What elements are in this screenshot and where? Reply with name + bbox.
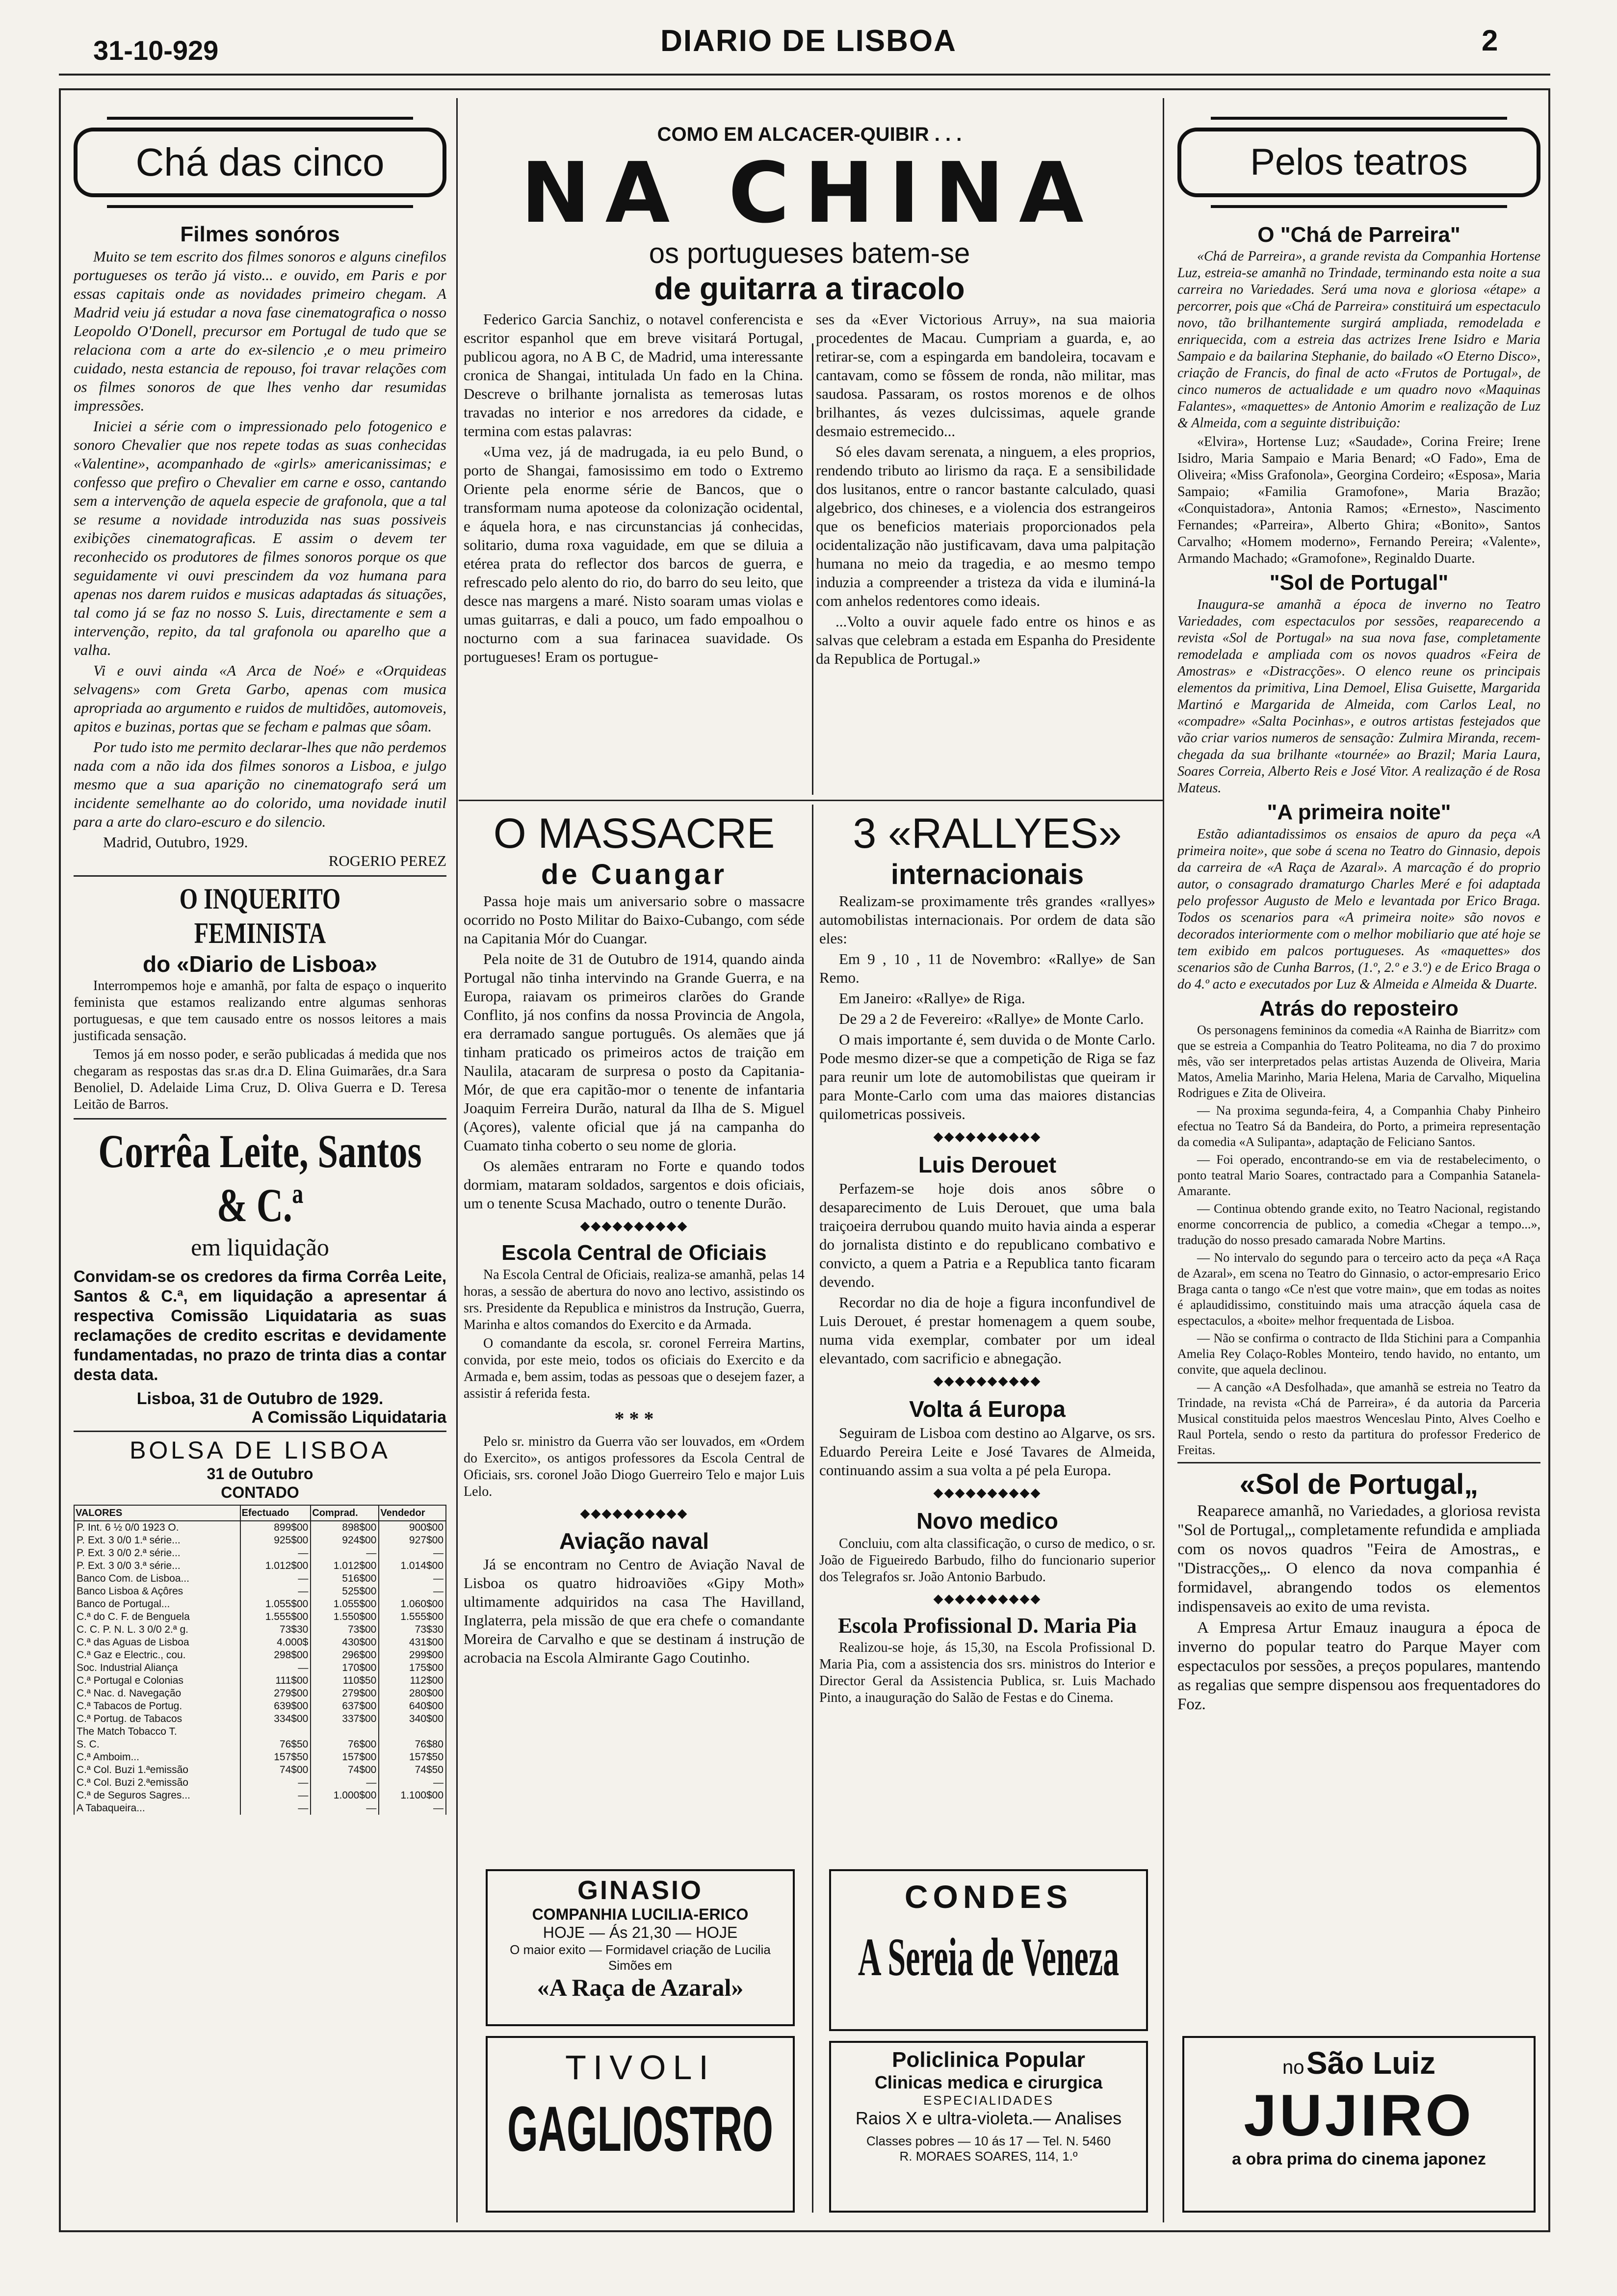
bolsa-row (74, 1598, 446, 1611)
article-paragraph: — Não se confirma o contracto de Ilda Stichini para a Companhia Amelia Rey Colaço-Robles Monteiro, tendo havido, no entanto, um convite, que aquela declinou. (1177, 1331, 1540, 1377)
primeira-noite-headline: "A primeira noite" (1267, 800, 1451, 824)
bolsa-cell: 925$00 (240, 1534, 311, 1547)
policlinica-ad (829, 2041, 1148, 2213)
china-columns (464, 310, 1155, 670)
article-paragraph: Perfazem-se hoje dois anos sôbre o desaparecimento de Luis Derouet, que uma bala traiçoeira derrubou quando muito havia ainda a esperar do jornalista distinto e do republicano combativo e convicto, a quem a Patria e a Republica tanto ficaram devendo. (819, 1180, 1155, 1290)
pelos-teatros-logo: Pelos teatros (1177, 128, 1540, 197)
bolsa-cell: 1.555$00 (240, 1611, 311, 1623)
bolsa-cell: 74$00 (311, 1764, 379, 1776)
article-paragraph: Concluiu, com alta classificação, o curso de medico, o sr. João de Figueiredo Barbudo, filho do funcionario superior dos Telegrafos sr. João Antonio Barbudo. (819, 1536, 1155, 1585)
header-date: 31-10-929 (93, 35, 219, 66)
bolsa-cell: P. Int. 6 ½ 0/0 1923 O. (74, 1521, 240, 1534)
bolsa-cell: 900$00 (379, 1521, 446, 1534)
bolsa-cell: A Tabaqueira... (74, 1802, 240, 1815)
ginasio-title: «A Raça de Azaral» (537, 1974, 744, 2001)
bolsa-cell: 334$00 (240, 1713, 311, 1725)
bolsa-cell: 296$00 (311, 1649, 379, 1662)
bolsa-cell: 110$50 (311, 1674, 379, 1687)
bolsa-row (74, 1674, 446, 1687)
bolsa-cell (311, 1725, 379, 1738)
bolsa-cell: 1.012$00 (311, 1560, 379, 1572)
cha-parreira-headline: O "Chá de Parreira" (1257, 223, 1461, 247)
correa-leite-notice: Convidam-se os credores da firma Corrêa Leite, Santos & C.ª, em liquidação a apresentar á respectiva Comissão Liquidataria as suas reclamações de credito escritas e devidamente fundamentadas, no prazo de trinta dias a contar desta data. (74, 1267, 446, 1383)
bolsa-cell: — (379, 1547, 446, 1560)
bolsa-cell: 157$50 (240, 1751, 311, 1764)
article-paragraph: Já se encontram no Centro de Aviação Naval de Lisboa os quatro hidroaviões «Gipy Moth» ultimamente adquiridos na casa The Havilland, Inglaterra, pela missão de que era chefe o comandante Moreira de Carvalho e que se destinam á instrução de acrobacia na Escola Almirante Gago Coutinho. (464, 1556, 805, 1666)
bolsa-cell: 637$00 (311, 1700, 379, 1713)
bolsa-row (74, 1802, 446, 1815)
article-paragraph: Recordar no dia de hoje a figura inconfundivel de Luis Derouet, é prestar homenagem a quem soube, numa vida exemplar, combater por um ideal elevantado, com sacrificio e abnegação. (819, 1294, 1155, 1367)
article-paragraph: Passa hoje mais um aniversario sobre o massacre ocorrido no Posto Militar do Baixo-Cubango, com séde na Capitania Mór do Cuangar. (464, 892, 805, 947)
article-paragraph: Realizou-se hoje, ás 15,30, na Escola Profissional D. Maria Pia, com a assistencia dos srs. ministros do Interior e Director Geral da Assistencia Publica, sr. Luis Machado Pinto, a inauguração do Salão de Festas e do Cinema. (819, 1640, 1155, 1705)
bolsa-cell: — (240, 1585, 311, 1598)
condes-ad (829, 1869, 1148, 2031)
bolsa-cell: C.ª Amboim... (74, 1751, 240, 1764)
bolsa-cell: — (311, 1547, 379, 1560)
bolsa-cell: 111$00 (240, 1674, 311, 1687)
bolsa-cell: 76$50 (240, 1738, 311, 1751)
right-column (1177, 113, 1540, 1716)
bolsa-cell: 340$00 (379, 1713, 446, 1725)
bolsa-cell: C.ª Gaz e Electric., cou. (74, 1649, 240, 1662)
bolsa-cell: — (240, 1789, 311, 1802)
condes-title: A Sereia de Veneza (858, 1927, 1120, 1987)
inquerito-article (74, 978, 446, 1113)
rallyes-subheadline: internacionais (890, 859, 1084, 890)
bolsa-cell: 927$00 (379, 1534, 446, 1547)
bolsa-row (74, 1738, 446, 1751)
bolsa-row (74, 1687, 446, 1700)
china-column-left (464, 310, 803, 670)
bolsa-cell: C.ª de Seguros Sagres... (74, 1789, 240, 1802)
bolsa-title: BOLSA DE LISBOA (130, 1436, 391, 1464)
bolsa-cell: — (379, 1572, 446, 1585)
bolsa-cell: — (379, 1802, 446, 1815)
article-paragraph: O mais importante é, sem duvida o de Monte Carlo. Pode mesmo dizer-se que a competição de Riga se faz para reunir um lote de automobilistas que queiram ir para Monte-Carlo com uma das maiores distancias quilometricas possiveis. (819, 1031, 1155, 1122)
bolsa-cell: 175$00 (379, 1662, 446, 1674)
bolsa-cell: — (240, 1547, 311, 1560)
article-paragraph: Em 9 , 10 , 11 de Novembro: «Rallye» de San Remo. (819, 950, 1155, 986)
correa-leite-subtitle: em liquidação (191, 1233, 329, 1261)
bolsa-row (74, 1789, 446, 1802)
derouet-headline: Luis Derouet (918, 1152, 1057, 1177)
bolsa-row (74, 1713, 446, 1725)
bolsa-cell: 279$00 (311, 1687, 379, 1700)
bolsa-cell: 73$30 (379, 1623, 446, 1636)
tivoli-title: GAGLIOSTRO (507, 2093, 773, 2165)
bolsa-cell: 73$00 (311, 1623, 379, 1636)
bolsa-cell: Banco de Portugal... (74, 1598, 240, 1611)
article-paragraph: ...Volto a ouvir aquele fado entre os hinos e as salvas que celebram a estada em Espanha do Presidente da Republica de Portugal.» (816, 613, 1155, 667)
bolsa-cell: C.ª Nac. d. Navegação (74, 1687, 240, 1700)
volta-europa-headline: Volta á Europa (909, 1396, 1066, 1422)
article-paragraph: Pelo sr. ministro da Guerra vão ser louvados, em «Ordem do Exercito», os antigos professores da Escola Central de Oficiais, srs. coronel João Diogo Guerreiro Telo e major Luis Lelo. (464, 1434, 805, 1499)
article-paragraph: — Foi operado, encontrando-se em via de restabelecimento, o ponto teatral Mario Soares, contractado para a Companhia Satanela-Amarante. (1177, 1152, 1540, 1198)
china-headline: NA CHINA (521, 145, 1098, 242)
bolsa-subtitle: CONTADO (221, 1484, 299, 1501)
bolsa-row (74, 1547, 446, 1560)
article-paragraph: — Continua obtendo grande exito, no Teatro Nacional, registando enorme concorrencia de publico, a comedia «Chegar a tempo...», tradução do nosso presado camarada Nobre Martins. (1177, 1201, 1540, 1247)
policlinica-specialties: ESPECIALIDADES (923, 2093, 1054, 2108)
column-rule-center (812, 805, 813, 2213)
china-column-right (816, 310, 1155, 670)
maria-pia-headline: Escola Profissional D. Maria Pia (837, 1614, 1137, 1638)
bolsa-cell: P. Ext. 3 0/0 2.ª série... (74, 1547, 240, 1560)
left-column (74, 113, 446, 1815)
bolsa-cell: — (379, 1585, 446, 1598)
ornament-divider: ◆◆◆◆◆◆◆◆◆◆ (933, 1592, 1042, 1606)
bolsa-cell: 73$30 (240, 1623, 311, 1636)
article-paragraph: Federico Garcia Sanchiz, o notavel conferencista e escritor espanhol que em breve visitará Portugal, publicou agora, no A B C, de Madrid, uma interessante cronica de Shangai, intitulada Un fado en la China. Descreve o brilhante jornalista as temerosas lutas travadas no interior e nos arredores da cidade, e termina com estas palavras: (464, 311, 803, 440)
ornament-divider: ◆◆◆◆◆◆◆◆◆◆ (933, 1486, 1042, 1500)
bolsa-cell: 924$00 (311, 1534, 379, 1547)
bolsa-cell: C. C. P. N. L. 3 0/0 2.ª g. (74, 1623, 240, 1636)
article-paragraph: Só eles davam serenata, a ninguem, a eles proprios, rendendo tributo ao lirismo da raça. E a sensibilidade dos lusitanos, entre o rancor bastante calculado, quasi algebrico, dos chineses, e a violencia dos estrangeiros que os beneficios materiais proporcionados pela ocidentalização não justificavam, dava uma palpitação humana no meio da tragedia, e ao mesmo tempo induzia a compreender a tristeza da vida e iluminá-la com anhelos redentores como ideais. (816, 443, 1155, 609)
bolsa-row (74, 1751, 446, 1764)
article-paragraph: Temos já em nosso poder, e serão publicadas á medida que nos chegaram as respostas das sr.as dr.a D. Elina Guimarães, dr.a Sara Benoliel, D. Adelaide Lima Cruz, D. Oliva Guerra e D. Teresa Leitão de Barros. (74, 1047, 446, 1112)
bolsa-cell: — (311, 1776, 379, 1789)
bolsa-cell: Banco Lisboa & Açôres (74, 1585, 240, 1598)
article-paragraph: — A canção «A Desfolhada», que amanhã se estreia no Teatro da Trindade, na revista «Chá de Parreira», é da autoria da Parceria Musical constituida pelos maestros Wenceslau Pinto, Alves Coelho e Raul Portela, sendo o resto da partitura do professor Frederico de Freitas. (1177, 1380, 1540, 1457)
bolsa-cell: 1.555$00 (379, 1611, 446, 1623)
filmes-sonoros-headline: Filmes sonóros (180, 222, 340, 246)
bolsa-row (74, 1636, 446, 1649)
bolsa-row (74, 1725, 446, 1738)
china-article (464, 123, 1155, 670)
article-paragraph: De 29 a 2 de Fevereiro: «Rallye» de Monte Carlo. (839, 1010, 1144, 1027)
bolsa-cell: 639$00 (240, 1700, 311, 1713)
bolsa-cell: 431$00 (379, 1636, 446, 1649)
correa-leite-date: Lisboa, 31 de Outubro de 1929. (136, 1389, 384, 1408)
bolsa-cell: 4.000$ (240, 1636, 311, 1649)
article-paragraph: Reaparece amanhã, no Variedades, a gloriosa revista "Sol de Portugal„, completamente refundida e ampliada com os novos quadros "Feira de Amostras„ e "Distracções„. O elenco da nova companhia é formidavel, abrangendo todos os elementos indispensaveis ao exito de uma revista. (1177, 1502, 1540, 1616)
divider (74, 875, 446, 877)
correa-leite-title: Corrêa Leite, Santos & C.ª (98, 1125, 422, 1231)
bolsa-cell: — (379, 1776, 446, 1789)
bolsa-cell: 76$80 (379, 1738, 446, 1751)
bolsa-row (74, 1623, 446, 1636)
center-left-column (464, 809, 805, 1669)
bolsa-cell: — (240, 1572, 311, 1585)
bolsa-row (74, 1585, 446, 1598)
bolsa-cell: 157$50 (379, 1751, 446, 1764)
bolsa-cell: 74$50 (379, 1764, 446, 1776)
inquerito-subheadline: do «Diario de Lisboa» (143, 951, 377, 977)
bolsa-cell (240, 1725, 311, 1738)
ornament-divider: ◆◆◆◆◆◆◆◆◆◆ (933, 1374, 1042, 1388)
cha-das-cinco-logo: Chá das cinco (74, 128, 446, 197)
bolsa-cell: 640$00 (379, 1700, 446, 1713)
bolsa-cell: P. Ext. 3 0/0 3.ª série... (74, 1560, 240, 1572)
bolsa-cell: 1.060$00 (379, 1598, 446, 1611)
article-paragraph: «Uma vez, já de madrugada, ia eu pelo Bund, o porto de Shangai, famosissimo em todo o Extremo Oriente pela enorme série de Bancos, que o transformam numa apoteose da colonização ocidental, e áquela hora, e nas circunstancias já conhecidas, solitario, duma roxa vaguidade, em que se diluia a etérea prata do reflector dos barcos de guerra, e refrescado pelo alento do rio, do barro do seu leito, que desce nas margens a maré. Nisto soaram umas violas e umas guitarras, e dali a pouco, um fado empoalhou o nocturno com a sua farinacea suavidade. Os portugueses! Eram os portugue- (464, 443, 803, 665)
bolsa-cell: 76$00 (311, 1738, 379, 1751)
china-subhead-1: os portugueses batem-se (649, 237, 970, 269)
filmes-sonoros-article (74, 247, 446, 831)
aviacao-naval-headline: Aviação naval (559, 1528, 709, 1554)
bolsa-cell: C.ª Portugal e Colonias (74, 1674, 240, 1687)
bolsa-cell: 516$00 (311, 1572, 379, 1585)
bolsa-cell: 430$00 (311, 1636, 379, 1649)
bolsa-date: 31 de Outubro (207, 1465, 313, 1483)
bolsa-cell: 898$00 (311, 1521, 379, 1534)
bolsa-cell: S. C. (74, 1738, 240, 1751)
bolsa-cell: 299$00 (379, 1649, 446, 1662)
policlinica-subtitle: Clinicas medica e cirurgica (874, 2072, 1103, 2092)
rule-below-china (459, 800, 1163, 801)
massacre-subheadline: de Cuangar (541, 859, 728, 890)
bolsa-cell: Soc. Industrial Aliança (74, 1662, 240, 1674)
bolsa-row (74, 1649, 446, 1662)
bolsa-cell: — (311, 1802, 379, 1815)
article-paragraph: ses da «Ever Victorious Arruy», na sua maioria procedentes de Macau. Cumpriam a guarda, e, ao retirar-se, com a espingarda em bandoleira, tocavam e cantavam, como se fôssem de ronda, não militar, mas saudosa. Passaram, os rostos morenos e de olhos brilhantes, ás vezes dulcissimas, aquele grande desmaio estremecido... (816, 311, 1155, 440)
center-right-column (819, 809, 1155, 1708)
divider (74, 1431, 446, 1432)
bolsa-cell: Banco Com. de Lisboa... (74, 1572, 240, 1585)
article-paragraph: — No intervalo do segundo para o terceiro acto da peça «A Raça de Azaral», em scena no Teatro do Ginnasio, o actor-empresario Erico Braga canta o tango «Ce n'est que votre main», que em todas as noites é aplaudidissimo, constituindo mais uma atracção áquela casa de espectaculos, a «boite» melhor frequentada de Lisboa. (1177, 1251, 1540, 1328)
bolsa-row (74, 1662, 446, 1674)
tivoli-name: TIVOLI (565, 2048, 715, 2087)
policlinica-name: Policlinica Popular (892, 2048, 1085, 2072)
bolsa-cell (379, 1725, 446, 1738)
bolsa-cell: 1.014$00 (379, 1560, 446, 1572)
bolsa-cell: 1.055$00 (311, 1598, 379, 1611)
bolsa-column-header: VALORES (74, 1505, 240, 1521)
bolsa-cell: C.ª Col. Buzi 2.ªemissão (74, 1776, 240, 1789)
bolsa-row (74, 1700, 446, 1713)
bolsa-cell: 74$00 (240, 1764, 311, 1776)
bolsa-column-header: Comprad. (311, 1505, 379, 1521)
ginasio-company: COMPANHIA LUCILIA-ERICO (532, 1905, 749, 1923)
article-paragraph: O comandante da escola, sr. coronel Ferreira Martins, convida, por este meio, todos os oficiais do Exercito e da Armada e, bem assim, todas as pessoas que o desejem fazer, a assistir á referida festa. (464, 1336, 805, 1401)
article-paragraph: Em Janeiro: «Rallye» de Riga. (839, 990, 1025, 1007)
sao-luiz-prefix: no (1282, 2057, 1304, 2078)
bolsa-table (74, 1505, 446, 1815)
article-paragraph: Por tudo isto me permito declarar-lhes que não perdemos nada com a não ida dos filmes sonoros a Lisboa, e julgo mesmo que a sua aparição no cinematografo será um incidente semelhante ao do colorido, uma novidade inutil para a arte do claro-escuro e do silencio. (74, 738, 446, 830)
bolsa-cell: 280$00 (379, 1687, 446, 1700)
sol-portugal-headline: "Sol de Portugal" (1269, 571, 1449, 595)
article-paragraph: Pela noite de 31 de Outubro de 1914, quando ainda Portugal não tinha intervindo na Grande Guerra, e na Europa, raiavam os primeiros clarões do Grande Conflito, já nos confins da nossa Provincia de Angola, era derramado sangue português. Os alemães que já tinham praticado os primeiros actos de traição em Naulila, atacaram de surpresa o posto da Capitania-Mór, de que era capitão-mor o tenente de infantaria Joaquim Ferreira Durão, natural da Ilha de S. Miguel (Açores), valente oficial que já na campanha do Cuamato tinha coberto o seu nome de gloria. (464, 950, 805, 1154)
ginasio-line: O maior exito — Formidavel criação de Lucilia Simões em (510, 1942, 771, 1973)
stars-divider: * * * (614, 1408, 654, 1430)
bolsa-cell: The Match Tobacco T. (74, 1725, 240, 1738)
bolsa-cell: C.ª do C. F. de Benguela (74, 1611, 240, 1623)
article-paragraph: Os personagens femininos da comedia «A Rainha de Biarritz» com que se estreia a Companhia do Teatro Politeama, no dia 7 do proximo mês, vão ser interpretados pelas artistas Auzenda de Oliveira, Maria Matos, Amelia Marinho, Maria Helena, Maria de Carvalho, Miquelina Rodrigues e Zita de Oliveira. (1177, 1023, 1540, 1100)
article-paragraph: «Elvira», Hortense Luz; «Saudade», Corina Freire; Irene Isidro, Maria Sampaio e Maria Benard; «O Fado», Ema de Oliveira; «Miss Grafonola», Georgina Cordeiro; «Esposa», Maria Sampaio; «Familia Gramofone», Maria Brazão; «Conquistadora», Antonia Ramos; «Ernesto», Nascimento Fernandes; «Parreira», Alberto Ghira; «Bonito», Santos Carvalho; «Homem moderno», Fernando Pereira; «Valente», Armando Machado; «Gramofone», Reginaldo Duarte. (1177, 434, 1540, 566)
article-paragraph: Vi e ouvi ainda «A Arca de Noé» e «Orquideas selvagens» com Greta Garbo, apenas com musica apropriada ao argumento e ruidos de multidões, automoveis, apitos e buzinas, portas que se fecham e palmas que sôam. (74, 662, 446, 735)
bolsa-cell: 157$00 (311, 1751, 379, 1764)
bolsa-cell: 899$00 (240, 1521, 311, 1534)
china-kicker: COMO EM ALCACER-QUIBIR . . . (657, 124, 962, 145)
bolsa-cell: C.ª Portug. de Tabacos (74, 1713, 240, 1725)
ornament-divider: ◆◆◆◆◆◆◆◆◆◆ (580, 1506, 688, 1520)
inquerito-headline: O INQUERITO FEMINISTA (179, 883, 341, 949)
sao-luiz-ad (1182, 2036, 1536, 2213)
article-paragraph: Iniciei a série com o impressionado pelo fotogenico e sonoro Chevalier que nos repete todas as suas conhecidas «Valentine», acompanhado de «girls» americanissimas; e confesso que prefiro o Chevalier em carne e osso, cantando sem a intervenção de aquela especie de grafonola, que a tal se resume a novidade introduzida nas suas possiveis exibições cinematograficas. E assim o devem ter reconhecido os produtores de filmes sonoros porque os que seguidamente vi ouvi prescindem da voz humana para apenas nos darem ruidos e musicas adaptadas ás situações, tal como já se faz no nosso S. Luis, directamente e sem a intervenção, repito, da tal grafonola ou aparelho que a valha. (74, 417, 446, 658)
divider (1177, 1462, 1540, 1463)
correa-leite-signature: A Comissão Liquidataria (251, 1408, 446, 1427)
bolsa-cell: — (240, 1776, 311, 1789)
bolsa-cell: 1.550$00 (311, 1611, 379, 1623)
bolsa-cell: 298$00 (240, 1649, 311, 1662)
bolsa-cell: 1.055$00 (240, 1598, 311, 1611)
ginasio-ad (486, 1869, 795, 2026)
ginasio-time: HOJE — Ás 21,30 — HOJE (543, 1924, 738, 1941)
china-subhead-2: de guitarra a tiracolo (654, 271, 965, 306)
bolsa-cell: 1.100$00 (379, 1789, 446, 1802)
bolsa-row (74, 1521, 446, 1534)
policlinica-rx: Raios X e ultra-violeta.— Analises (855, 2108, 1122, 2128)
bolsa-row (74, 1776, 446, 1789)
article-paragraph: — Na proxima segunda-feira, 4, a Companhia Chaby Pinheiro efectua no Teatro Sá da Bandeira, do Porto, a primeira representação da comedia «A Sulipanta», adaptação de Feliciano Santos. (1177, 1103, 1540, 1149)
bolsa-cell: 525$00 (311, 1585, 379, 1598)
bolsa-row (74, 1534, 446, 1547)
bolsa-row (74, 1560, 446, 1572)
rallyes-headline: 3 «RALLYES» (853, 810, 1122, 857)
tivoli-ad (486, 2036, 795, 2213)
article-signature-place: Madrid, Outubro, 1929. (103, 834, 248, 851)
bolsa-cell: — (240, 1662, 311, 1674)
article-paragraph: A Empresa Artur Emauz inaugura a época de inverno do popular teatro do Parque Mayer com espectaculos por sessões, a preços populares, mantendo as regalias que sempre dispensou aos frequentadores do Foz. (1177, 1619, 1540, 1713)
bolsa-cell: C.ª das Aguas de Lisboa (74, 1636, 240, 1649)
bolsa-cell: — (240, 1802, 311, 1815)
masthead-title: DIARIO DE LISBOA (660, 24, 957, 58)
article-paragraph: Muito se tem escrito dos filmes sonoros e alguns cinefilos portugueses os terão já visto... e ouvido, em Paris e por essas capitais onde as novidades primeiro chegam. A Madrid veiu já estudar a nova fase cinematografica o nosso Leopoldo O'Donell, precursor em Portugal de tudo que se relaciona com a arte do ex-silencio ,e o meu primeiro cuidado, nesta estancia de repouso, foi travar relações com os filmes sonoros de que lhes venho dar resumidas impressões. (74, 248, 446, 414)
escola-central-headline: Escola Central de Oficiais (501, 1241, 767, 1265)
ornament-divider: ◆◆◆◆◆◆◆◆◆◆ (580, 1219, 688, 1233)
article-paragraph: «Chá de Parreira», a grande revista da Companhia Hortense Luz, estreia-se amanhã no Trindade, terminando esta noite a sua carreira no Variedades. Será uma nova e gloriosa «étape» a percorrer, pois que «Chá de Parreira» constituirá um espectaculo novo, tão brilhantemente surgirá ampliada, remodelada e enriquecida, com a estreia das actrizes Irene Isidro e Maria Sampaio e da bailarina Stephanie, do bailado «O Eterno Disco», criação de Francis, do final de acto «Frutos de Portugal», de cinco numeros de actualidade e um quadro novo «Maquinas Falantes», «maquettes» de Antonio Amorim e realização de Luz & Almeida, com a seguinte distribuição: (1177, 249, 1540, 431)
article-paragraph: Na Escola Central de Oficiais, realiza-se amanhã, pelas 14 horas, a sessão de abertura do novo ano lectivo, assistindo os srs. Presidente da Republica e ministros da Instrução, Guerra, Marinha e altos comandos do Exercito e da Armada. (464, 1267, 805, 1332)
bolsa-row (74, 1572, 446, 1585)
article-paragraph: Os alemães entraram no Forte e quando todos dormiam, mataram soldados, sargentos e dois oficiais, um o tenente Scusa Machado, outro o tenente Durão. (464, 1157, 805, 1212)
article-paragraph: Inaugura-se amanhã a época de inverno no Teatro Variedades, com espectaculos por sessões, reaparecendo a revista «Sol de Portugal» na sua nova fase, completamente remodelada e ampliada com os novos quadros «Feira de Amostras» e «Distracções». O elenco reune os principais elementos da primitiva, Lina Demoel, Elisa Guisette, Margarida Martinó e Margarida de Almeida, com Carlos Leal, no «compadre» «Salta Pocinhas», e outros artistas festejados que vão criar varios numeros de sensação: Zulmira Miranda, recem-chegada da sua brilhante «tournée» ao Brazil; Maria Laura, Soares Correia, Alberto Reis e José Vitor. A realização é de Rosa Mateus. (1177, 597, 1540, 796)
ginasio-name: GINASIO (577, 1876, 704, 1905)
ornament-divider: ◆◆◆◆◆◆◆◆◆◆ (933, 1129, 1042, 1144)
bolsa-column-header: Efectuado (240, 1505, 311, 1521)
sao-luiz-title: JUJIRO (1244, 2083, 1474, 2148)
bolsa-cell: 170$00 (311, 1662, 379, 1674)
bolsa-cell: C.ª Col. Buzi 1.ªemissão (74, 1764, 240, 1776)
reposteiro-headline: Atrás do reposteiro (1259, 996, 1459, 1020)
bolsa-cell: 337$00 (311, 1713, 379, 1725)
header-rule (59, 74, 1550, 76)
column-rule-right (1163, 98, 1164, 2222)
massacre-headline: O MASSACRE (493, 810, 775, 857)
article-paragraph: Interrompemos hoje e amanhã, por falta de espaço o inquerito feminista que estamos realizando entre algumas senhoras portuguesas, e que tem causado entre os nossos leitores a mais justificada sensação. (74, 978, 446, 1044)
article-paragraph: Estão adiantadissimos os ensaios de apuro da peça «A primeira noite», que sobe á scena no Teatro do Ginnasio, depois da carreira de «A Raça de Azaral». A marcação é do proprio autor, o consagrado dramaturgo Charles Meré e foi adaptada pelo professor Augusto de Melo e levantada por Erico Braga. Todos os scenarios para «A primeira noite» são novos e decorados interiormente com o melhor mobiliario que até hoje se tem exibido em palcos portugueses. As «maquettes» dos scenarios são de Cunha Barros, (1.º, 2.º e 3.º) e de Erico Braga o do 4.º acto e executados por Luz & Almeida e Almeida & Duarte. (1177, 827, 1540, 992)
article-paragraph: Realizam-se proximamente três grandes «rallyes» automobilistas internacionais. Por ordem de data são eles: (819, 892, 1155, 947)
bolsa-cell: C.ª Tabacos de Portug. (74, 1700, 240, 1713)
policlinica-hours: Classes pobres — 10 ás 17 — Tel. N. 5460 (866, 2134, 1111, 2148)
bolsa-cell: 279$00 (240, 1687, 311, 1700)
article-paragraph: Seguiram de Lisboa com destino ao Algarve, os srs. Eduardo Pereira Leite e José Tavares de Almeida, continuando assim a sua volta a pé pela Europa. (819, 1424, 1155, 1479)
bolsa-column-header: Vendedor (379, 1505, 446, 1521)
sao-luiz-name: São Luiz (1306, 2045, 1436, 2081)
bolsa-cell: P. Ext. 3 0/0 1.ª série... (74, 1534, 240, 1547)
bolsa-row (74, 1764, 446, 1776)
divider (74, 1118, 446, 1120)
novo-medico-headline: Novo medico (916, 1508, 1058, 1534)
sao-luiz-subtitle: a obra prima do cinema japonez (1232, 2150, 1486, 2168)
bolsa-cell: 112$00 (379, 1674, 446, 1687)
bolsa-row (74, 1611, 446, 1623)
condes-name: CONDES (904, 1879, 1073, 1915)
bolsa-cell: 1.000$00 (311, 1789, 379, 1802)
bolsa-cell: 1.012$00 (240, 1560, 311, 1572)
column-rule-left (456, 98, 458, 2222)
sol-portugal-ad-headline: «Sol de Portugal„ (1239, 1468, 1479, 1500)
page-number: 2 (1482, 24, 1498, 57)
policlinica-address: R. MORAES SOARES, 114, 1.º (899, 2149, 1078, 2164)
article-signature-name: ROGERIO PEREZ (328, 852, 446, 869)
